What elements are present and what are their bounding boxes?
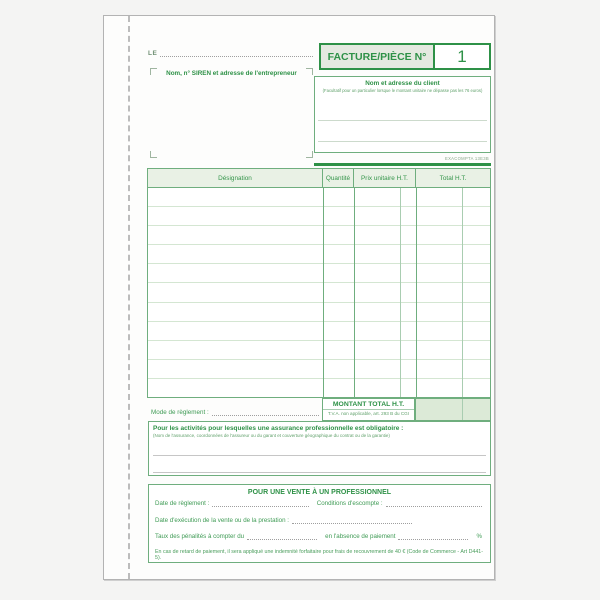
professional-sale-box — [148, 484, 491, 563]
invoice-header — [319, 43, 491, 70]
discount-fill-line — [386, 499, 482, 507]
date-label: LE — [148, 50, 158, 57]
execution-date-fill-line — [292, 516, 412, 524]
professional-sale-title: POUR UNE VENTE À UN PROFESSIONNEL — [247, 489, 392, 496]
column-line — [416, 188, 417, 397]
payment-mode-label: Mode de règlement : — [151, 409, 209, 416]
table-row — [148, 207, 490, 226]
cents-divider-line — [462, 188, 463, 397]
table-row — [148, 360, 490, 379]
penalties-suffix-label: en l'absence de paiement — [325, 533, 396, 540]
insurance-write-line — [153, 455, 486, 456]
client-subtitle: (Facultatif pour un particulier lorsque le montant unitaire ne dépasse pas les 76 euros) — [322, 88, 483, 93]
execution-date-row — [155, 516, 482, 524]
corner-mark-icon — [306, 151, 313, 158]
total-row — [147, 398, 491, 421]
table-row — [148, 283, 490, 302]
client-write-line — [318, 120, 487, 121]
table-row — [148, 303, 490, 322]
table-row — [148, 379, 490, 397]
total-label-box — [322, 398, 415, 421]
penalties-date-fill-line — [247, 532, 317, 540]
perforation-line — [128, 16, 130, 579]
total-amount-cell — [415, 398, 491, 421]
insurance-write-line — [153, 472, 486, 473]
penalties-rate-fill-line — [398, 532, 468, 540]
execution-date-label: Date d'exécution de la vente ou de la prestation : — [155, 517, 289, 524]
vat-note: T.V.A. non applicable, art. 293 B du CGI — [327, 411, 410, 416]
table-row — [148, 264, 490, 283]
insurance-subtitle: (Nom de l'assurance, coordonnées de l'assureur ou du garant et couverture géographique du contrat ou de la garantie) — [153, 433, 390, 438]
corner-mark-icon — [306, 68, 313, 75]
client-box — [314, 76, 491, 153]
corner-mark-icon — [150, 151, 157, 158]
table-row — [148, 188, 490, 207]
payment-date-label: Date de règlement : — [155, 500, 210, 507]
invoice-number: 1 — [435, 43, 491, 70]
date-row — [148, 49, 313, 57]
insurance-title: Pour les activités pour lesquelles une assurance professionnelle est obligatoire : — [153, 425, 404, 432]
payment-date-fill-line — [212, 499, 308, 507]
invoice-title: FACTURE/PIÈCE N° — [319, 43, 435, 70]
payment-mode-row — [151, 408, 319, 416]
late-payment-note: En cas de retard de paiement, il sera appliqué une indemnité forfaitaire pour frais de recouvrement de 40 € (Code de Commerce - Art D441-5). — [155, 549, 483, 561]
client-write-line — [318, 141, 487, 142]
col-header-total: Total H.T. — [439, 174, 467, 182]
table-header — [148, 169, 490, 188]
client-title: Nom et adresse du client — [365, 80, 440, 87]
col-header-designation: Désignation — [148, 169, 323, 187]
penalties-row — [155, 532, 482, 540]
penalties-label: Taux des pénalités à compter du — [155, 533, 245, 540]
table-row — [148, 245, 490, 264]
cents-divider-line — [400, 188, 401, 397]
corner-mark-icon — [150, 68, 157, 75]
entrepreneur-label: Nom, n° SIREN et adresse de l'entrepreneur — [166, 70, 297, 77]
payment-date-row — [155, 499, 482, 507]
total-label: MONTANT TOTAL H.T. — [323, 399, 414, 410]
table-row — [148, 226, 490, 245]
col-header-prix-unitaire: Prix unitaire H.T. — [354, 169, 416, 187]
col-header-quantite: Quantité — [323, 169, 354, 187]
items-table — [147, 168, 491, 398]
percent-sign: % — [476, 533, 482, 540]
payment-mode-fill-line — [212, 408, 319, 416]
table-row — [148, 341, 490, 360]
table-row — [148, 322, 490, 341]
date-fill-line — [160, 49, 313, 57]
column-line — [323, 188, 324, 397]
divider-rule — [314, 163, 491, 166]
entrepreneur-area — [150, 68, 313, 158]
product-code: EXACOMPTA 13E3B — [445, 156, 489, 161]
table-body — [148, 188, 490, 397]
cents-divider-line — [462, 399, 463, 420]
insurance-box — [148, 421, 491, 476]
discount-label: Conditions d'escompte : — [316, 500, 383, 507]
invoice-page — [103, 15, 495, 580]
column-line — [354, 188, 355, 397]
